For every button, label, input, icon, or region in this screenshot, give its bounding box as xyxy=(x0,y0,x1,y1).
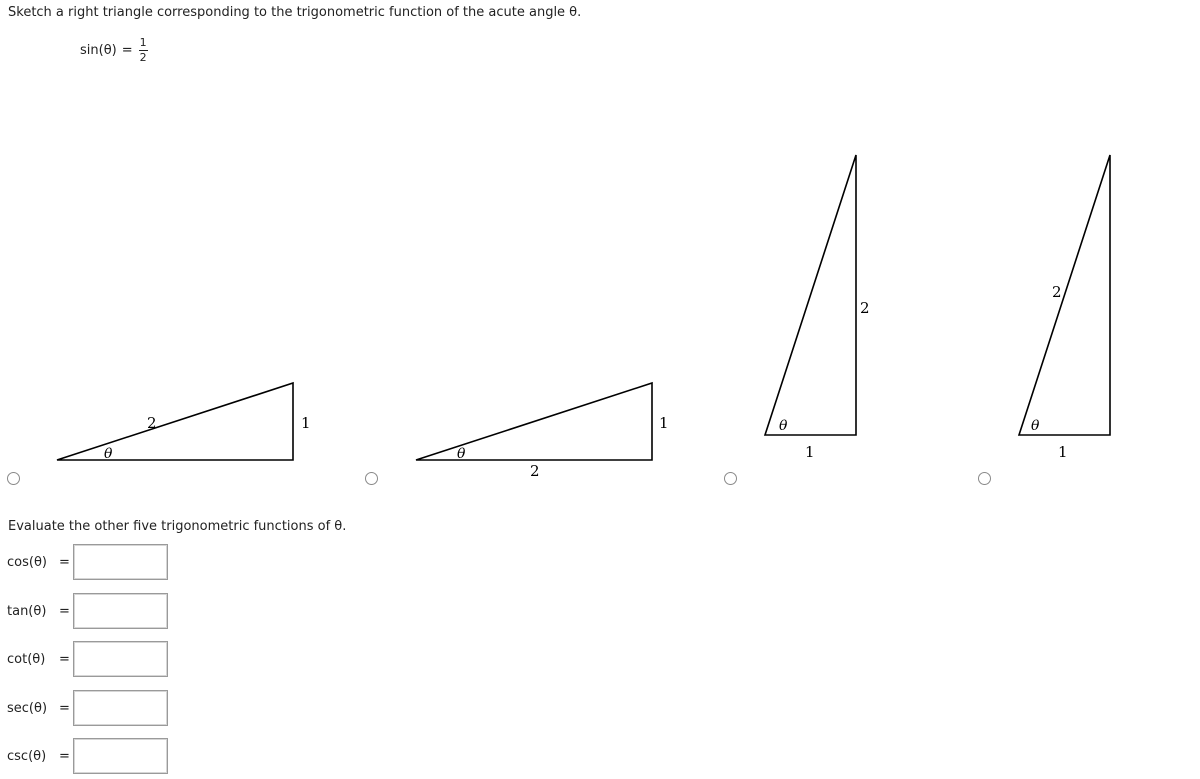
triangle-option-b xyxy=(416,383,669,480)
triangle-option-a xyxy=(57,383,311,462)
sec-answer-row xyxy=(7,690,168,726)
triangle-d-adjacent-label: 1 xyxy=(1058,443,1068,461)
tan-label: tan(θ) xyxy=(7,603,47,619)
cot-label: cot(θ) xyxy=(7,651,46,667)
cos-label: cos(θ) xyxy=(7,554,47,570)
evaluate-instruction: Evaluate the other five trigonometric functions of θ. xyxy=(8,519,347,534)
csc-answer-input[interactable] xyxy=(73,738,168,774)
triangle-b-angle-label: θ xyxy=(457,446,466,462)
cot-answer-input[interactable] xyxy=(73,641,168,677)
option-a-radio[interactable] xyxy=(7,472,20,485)
triangle-c-outline xyxy=(765,155,856,435)
tan-equals-sign: = xyxy=(59,603,70,619)
sec-answer-input[interactable] xyxy=(73,690,168,726)
question-prompt: Sketch a right triangle corresponding to the trigonometric function of the acute angle θ. xyxy=(8,5,582,20)
triangle-a-hypotenuse-label: 2 xyxy=(147,414,157,432)
fraction-denominator: 2 xyxy=(139,50,147,64)
option-d-radio[interactable] xyxy=(978,472,991,485)
option-b-radio[interactable] xyxy=(365,472,378,485)
tan-answer-row xyxy=(7,593,168,629)
triangle-b-outline xyxy=(416,383,652,460)
triangle-d-outline xyxy=(1019,155,1110,435)
given-function: sin(θ) xyxy=(80,42,117,58)
sec-label: sec(θ) xyxy=(7,700,48,716)
triangle-option-d xyxy=(1019,155,1110,461)
triangle-c-opposite-label: 2 xyxy=(860,299,870,317)
csc-equals-sign: = xyxy=(59,748,70,764)
fraction-numerator: 1 xyxy=(139,35,147,49)
triangle-b-adjacent-label: 2 xyxy=(530,462,540,480)
csc-label: csc(θ) xyxy=(7,748,47,764)
triangle-c-angle-label: θ xyxy=(779,418,788,434)
csc-answer-row xyxy=(7,738,168,774)
cos-answer-input[interactable] xyxy=(73,544,168,580)
cos-answer-row xyxy=(7,544,168,580)
option-c-radio[interactable] xyxy=(724,472,737,485)
triangle-a-angle-label: θ xyxy=(104,446,113,462)
cot-answer-row xyxy=(7,641,168,677)
triangle-a-outline xyxy=(57,383,293,460)
given-equals-sign: = xyxy=(121,42,133,58)
triangle-a-opposite-label: 1 xyxy=(301,414,311,432)
triangle-b-opposite-label: 1 xyxy=(659,414,669,432)
triangle-d-angle-label: θ xyxy=(1031,418,1040,434)
cot-equals-sign: = xyxy=(59,651,70,667)
tan-answer-input[interactable] xyxy=(73,593,168,629)
sec-equals-sign: = xyxy=(59,700,70,716)
triangle-d-hypotenuse-label: 2 xyxy=(1052,283,1062,301)
triangle-option-c xyxy=(765,155,870,461)
cos-equals-sign: = xyxy=(59,554,70,570)
triangle-c-adjacent-label: 1 xyxy=(805,443,815,461)
